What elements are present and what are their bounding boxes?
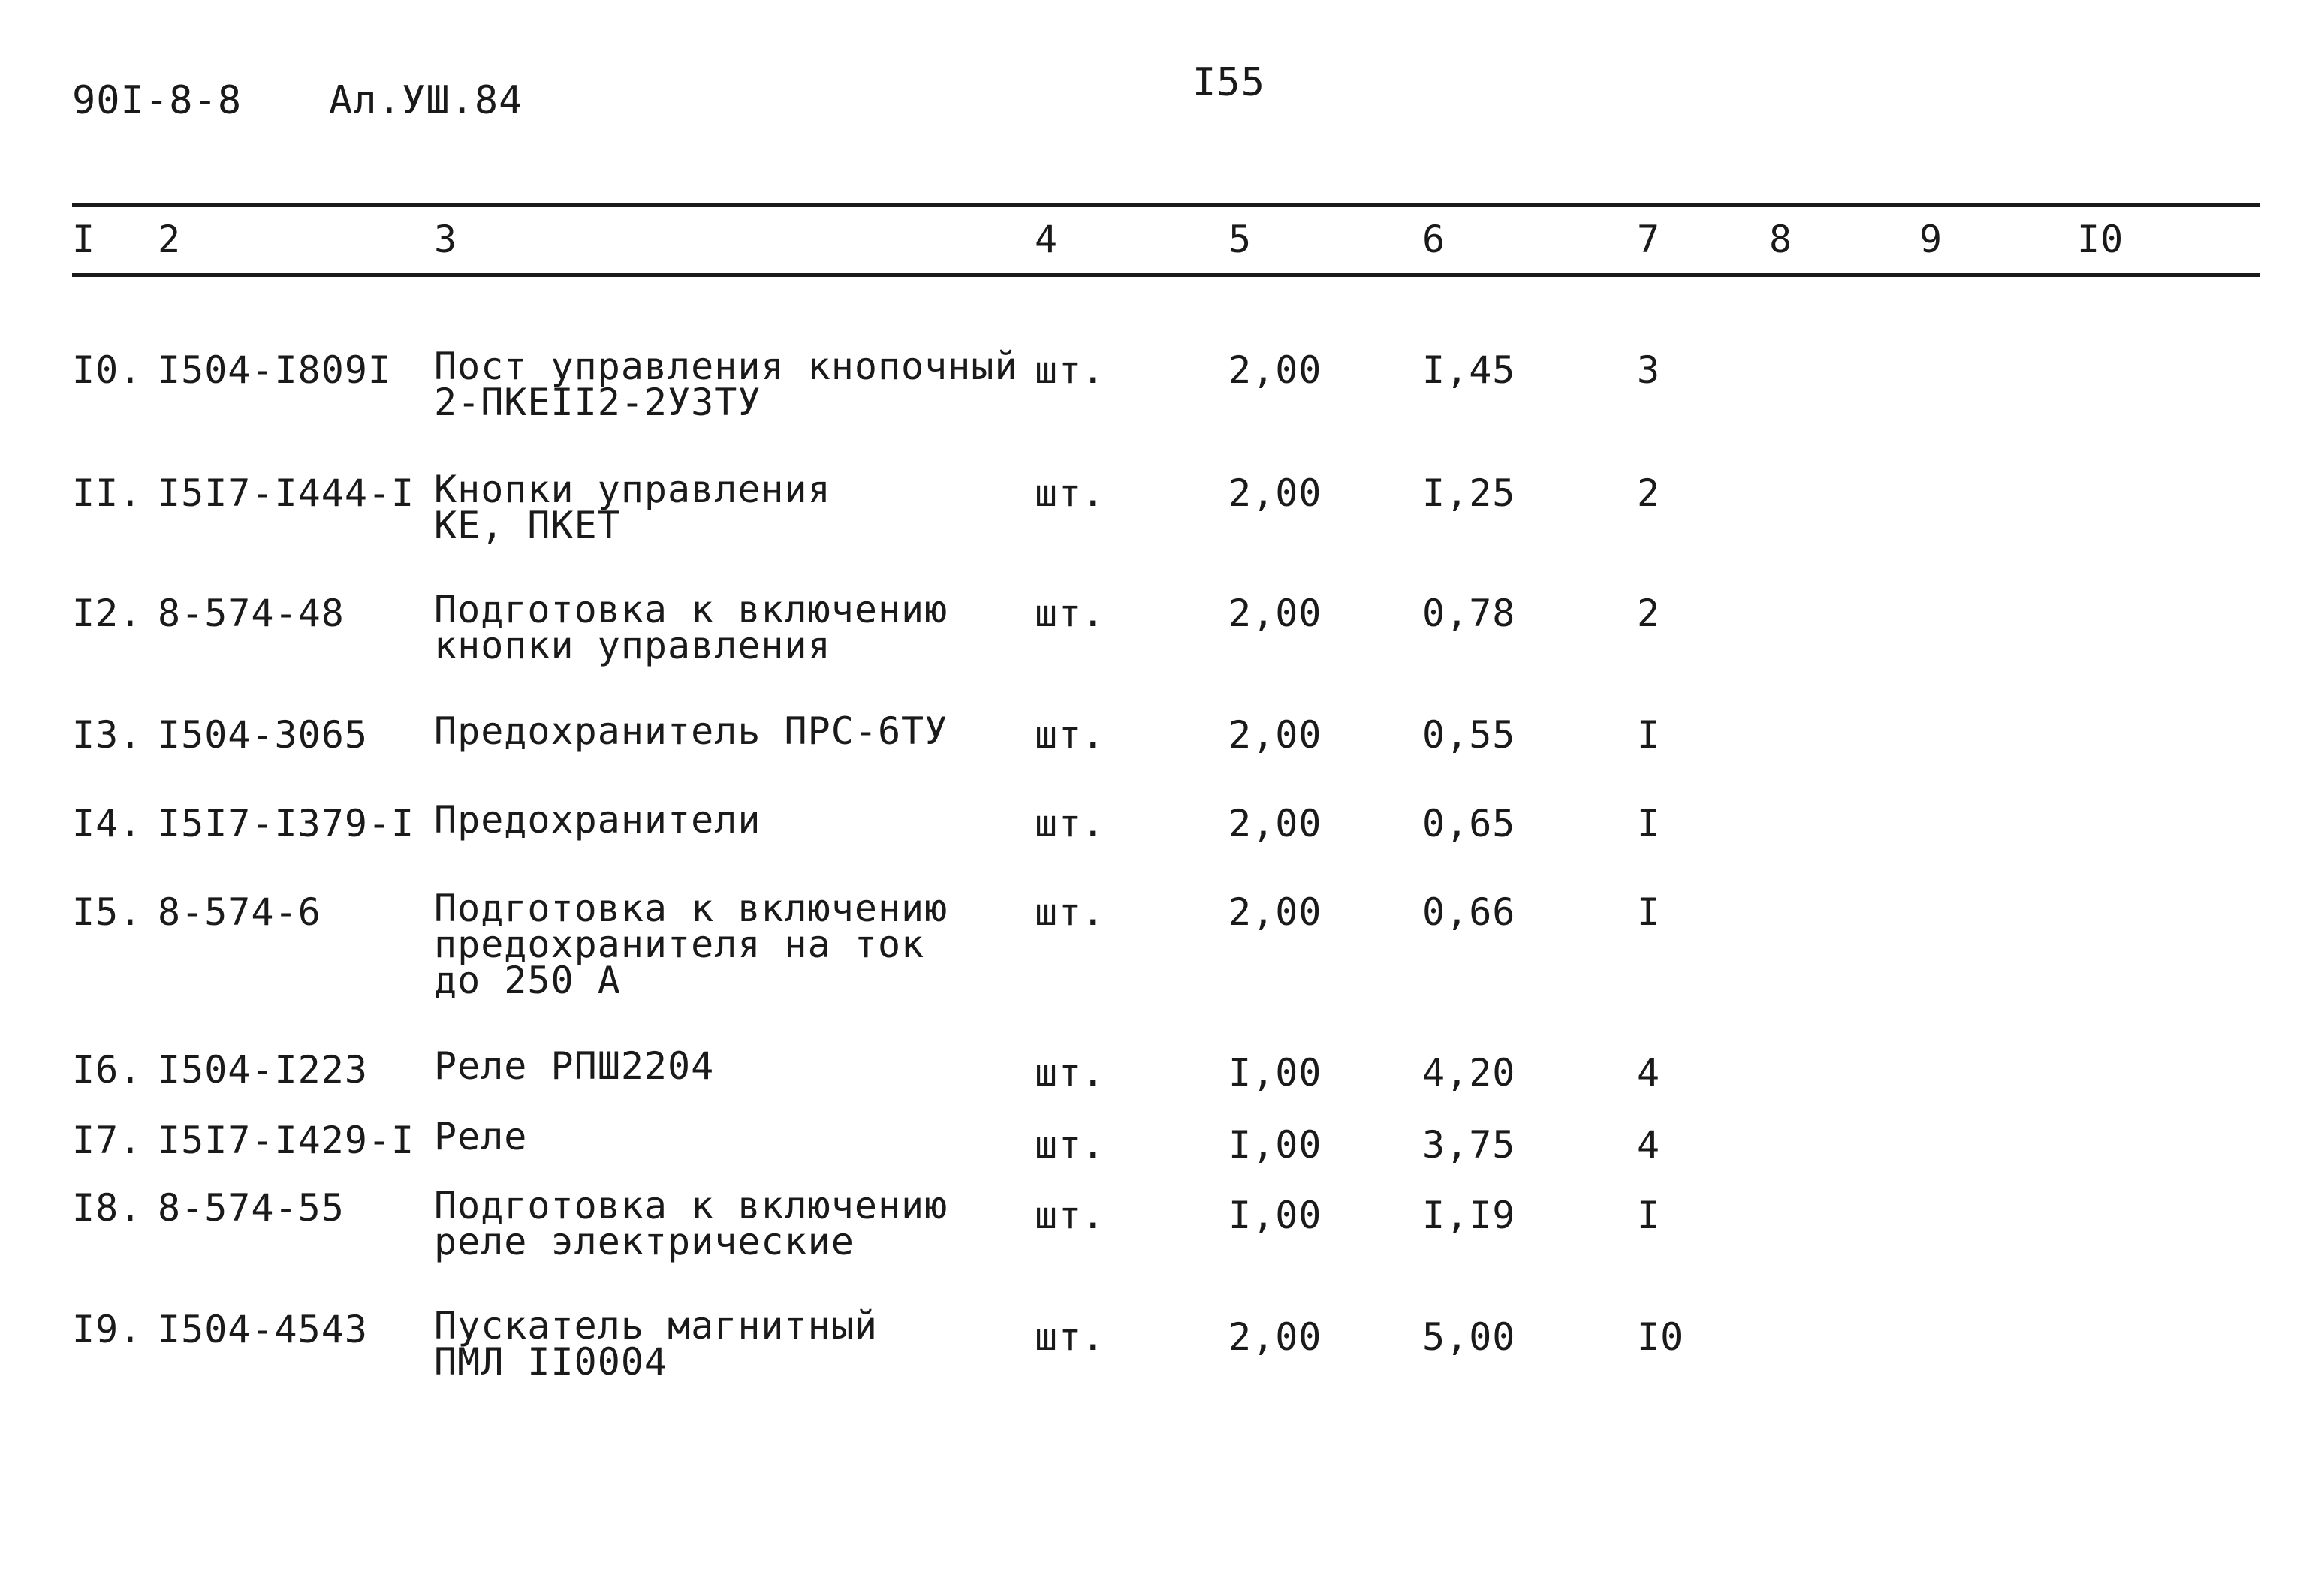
- table-top-rule: [72, 203, 2260, 207]
- unit: шт.: [1035, 1051, 1105, 1095]
- unit: шт.: [1035, 1194, 1105, 1237]
- price-code: I504-I223: [158, 1048, 368, 1092]
- price-code: I5I7-I444-I: [158, 471, 415, 515]
- row-number: I7.: [72, 1119, 143, 1162]
- item-description: Предохранитель ПРС-6ТУ: [434, 709, 948, 753]
- item-description: Реле: [434, 1115, 528, 1158]
- norm-value: 0,65: [1422, 802, 1516, 845]
- unit: шт.: [1035, 802, 1105, 845]
- norm-value: 4,20: [1422, 1051, 1516, 1095]
- unit: шт.: [1035, 592, 1105, 635]
- item-description: Реле РПШ2204: [434, 1044, 715, 1088]
- norm-value: I,I9: [1422, 1194, 1516, 1237]
- quantity: 2,00: [1228, 592, 1322, 635]
- item-description: Предохранители: [434, 798, 761, 842]
- category: 4: [1637, 1051, 1661, 1095]
- quantity: 2,00: [1228, 348, 1322, 392]
- column-header-8: 8: [1769, 218, 1793, 261]
- price-code: 8-574-48: [158, 592, 345, 635]
- row-number: I4.: [72, 802, 143, 845]
- row-number: I8.: [72, 1186, 143, 1230]
- category: I: [1637, 802, 1661, 845]
- norm-value: 5,00: [1422, 1315, 1516, 1359]
- column-header-7: 7: [1637, 218, 1661, 261]
- unit: шт.: [1035, 1315, 1105, 1359]
- norm-value: 0,66: [1422, 890, 1516, 934]
- row-number: I6.: [72, 1048, 143, 1092]
- row-number: I9.: [72, 1308, 143, 1351]
- row-number: I2.: [72, 592, 143, 635]
- unit: шт.: [1035, 713, 1105, 757]
- item-description: Кнопки управления КЕ, ПКЕТ: [434, 468, 831, 547]
- norm-value: 0,55: [1422, 713, 1516, 757]
- quantity: 2,00: [1228, 1315, 1322, 1359]
- quantity: 2,00: [1228, 471, 1322, 515]
- category: 2: [1637, 471, 1661, 515]
- column-header-1: I: [72, 218, 96, 261]
- item-description: Подготовка к включению предохранителя на ток до 250 А: [434, 887, 948, 1002]
- price-code: I5I7-I429-I: [158, 1119, 415, 1162]
- norm-value: I,45: [1422, 348, 1516, 392]
- page-number: I55: [1192, 60, 1265, 105]
- item-description: Пост управления кнопочный 2-ПКЕII2-2УЗТУ: [434, 345, 1018, 424]
- price-code: I504-3065: [158, 713, 368, 757]
- album-reference: Ал.УШ.84: [329, 78, 523, 123]
- category: I: [1637, 713, 1661, 757]
- unit: шт.: [1035, 1123, 1105, 1167]
- price-code: I504-I809I: [158, 348, 392, 392]
- item-description: Подготовка к включению кнопки управления: [434, 588, 948, 667]
- price-code: I5I7-I379-I: [158, 802, 415, 845]
- category: 4: [1637, 1123, 1661, 1167]
- column-header-6: 6: [1422, 218, 1446, 261]
- price-code: 8-574-6: [158, 890, 321, 934]
- unit: шт.: [1035, 471, 1105, 515]
- table-header-bottom-rule: [72, 273, 2260, 277]
- quantity: 2,00: [1228, 713, 1322, 757]
- category: I: [1637, 1194, 1661, 1237]
- category: 3: [1637, 348, 1661, 392]
- category: I: [1637, 890, 1661, 934]
- item-description: Пускатель магнитный ПМЛ II0004: [434, 1304, 878, 1384]
- column-header-10: I0: [2077, 218, 2124, 261]
- category: I0: [1637, 1315, 1684, 1359]
- norm-value: I,25: [1422, 471, 1516, 515]
- quantity: I,00: [1228, 1194, 1322, 1237]
- quantity: 2,00: [1228, 802, 1322, 845]
- column-header-5: 5: [1228, 218, 1252, 261]
- quantity: 2,00: [1228, 890, 1322, 934]
- price-code: I504-4543: [158, 1308, 368, 1351]
- norm-value: 0,78: [1422, 592, 1516, 635]
- quantity: I,00: [1228, 1123, 1322, 1167]
- row-number: II.: [72, 471, 143, 515]
- document-code: 90I-8-8: [72, 78, 243, 123]
- column-header-9: 9: [1919, 218, 1943, 261]
- row-number: I3.: [72, 713, 143, 757]
- price-code: 8-574-55: [158, 1186, 345, 1230]
- norm-value: 3,75: [1422, 1123, 1516, 1167]
- row-number: I0.: [72, 348, 143, 392]
- column-header-2: 2: [158, 218, 182, 261]
- unit: шт.: [1035, 890, 1105, 934]
- category: 2: [1637, 592, 1661, 635]
- row-number: I5.: [72, 890, 143, 934]
- unit: шт.: [1035, 348, 1105, 392]
- quantity: I,00: [1228, 1051, 1322, 1095]
- column-header-3: 3: [434, 218, 458, 261]
- column-header-4: 4: [1035, 218, 1059, 261]
- item-description: Подготовка к включению реле электрические: [434, 1184, 948, 1263]
